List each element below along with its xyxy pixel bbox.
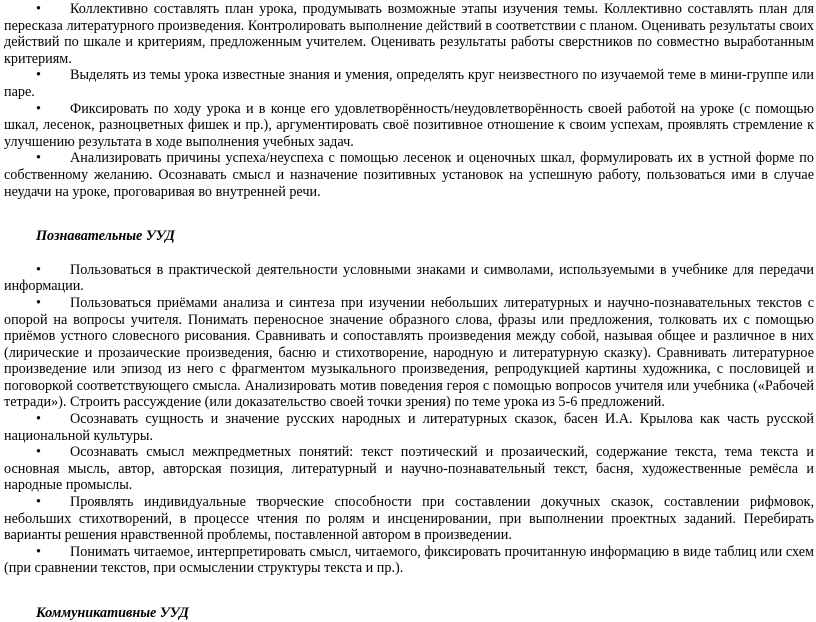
list-item xyxy=(4,494,814,544)
bullet: • xyxy=(36,150,41,167)
bullet: • xyxy=(36,411,41,428)
list-item-text: Фиксировать по ходу урока и в конце его удовлетворённость/неудовлетворённость своей работой на уроке (с помощью шкал, лесенок, разноцветных фишек и пр.), аргументировать своё позитивное отношение к своим успехам, проявлять стремление к улучшению результата в ходе выполнения учебных задач. xyxy=(4,100,814,150)
list-item xyxy=(4,295,814,411)
section-heading-communicative: Коммуникативные УУД xyxy=(36,605,189,621)
list-item-text: Понимать читаемое, интерпретировать смысл, читаемого, фиксировать прочитанную информацию в виде таблиц или схем (при сравнении текстов, при осмыслении структуры текста и пр.). xyxy=(4,543,814,577)
bullet: • xyxy=(36,1,41,17)
list-item xyxy=(4,262,814,295)
bullet: • xyxy=(36,261,41,278)
list-item xyxy=(4,1,814,67)
bullet: • xyxy=(36,67,41,84)
list-item xyxy=(4,544,814,577)
list-item-text: Пользоваться в практической деятельности условными знаками и символами, используемыми в учебнике для передачи информации. xyxy=(4,261,814,295)
list-item-text: Осознавать смысл межпредметных понятий: текст поэтический и прозаический, содержание текста, тема текста и основная мысль, автор, авторская позиция, литературный и научно-познавательный текст, басня, художественные ремёсла и народные промыслы. xyxy=(4,444,814,494)
list-item-text: Анализировать причины успеха/неуспеха с помощью лесенок и оценочных шкал, формулировать их в устной форме по собственному желанию. Осознавать смысл и назначение позитивных установок на успешную работу, пользоваться ими в случае неудачи на уроке, проговаривая во внутренней речи. xyxy=(4,150,814,200)
section-heading-cognitive: Познавательные УУД xyxy=(36,228,175,245)
list-item-text: Осознавать сущность и значение русских народных и литературных сказок, басен И.А. Крылова как часть русской национальной культуры. xyxy=(4,411,814,444)
list-item xyxy=(4,67,814,100)
bullet: • xyxy=(36,100,41,117)
list-item-text: Коллективно составлять план урока, продумывать возможные этапы изучения темы. Коллективно составлять план для пересказа литературного произведения. Контролировать выполнение действий в соответствии с планом. Оценивать результаты своих действий по шкале и критериям, предложенным учителем. Оценивать результаты работы сверстников по совместно выработанным критериям. xyxy=(4,1,814,67)
bullet: • xyxy=(36,294,41,311)
document-page xyxy=(0,1,816,621)
list-item xyxy=(4,150,814,200)
list-item xyxy=(4,444,814,494)
list-item-text: Выделять из темы урока известные знания и умения, определять круг неизвестного по изучаемой теме в мини-группе или паре. xyxy=(4,67,814,100)
list-item-text: Пользоваться приёмами анализа и синтеза при изучении небольших литературных и научно-познавательных текстов с опорой на вопросы учителя. Понимать переносное значение образного слова, фразы или предложения, толковать их с помощью приёмов устного словесного рисования. Сравнивать и сопоставлять произведения между собой, называя общее и различное в них (лирические и прозаические произведения, басню и стихотворение, народную и литературную сказку). Сравнивать литературное произведение или эпизод из него с фрагментом музыкального произведения, репродукцией картины художника, с пословицей и поговоркой соответствующего смысла. Анализировать мотив поведения героя с помощью вопросов учителя или учебника («Рабочей тетради»). Строить рассуждение (или доказательство своей точки зрения) по теме урока из 5-6 предложений. xyxy=(4,294,814,411)
bullet: • xyxy=(36,543,41,560)
list-item-text: Проявлять индивидуальные творческие способности при составлении докучных сказок, составлении рифмовок, небольших стихотворений, в процессе чтения по ролям и инсценировании, при выполнении проектных заданий. Перебирать варианты решения нравственной проблемы, поставленной автором в произведении. xyxy=(4,494,814,544)
bullet: • xyxy=(36,494,41,511)
bullet: • xyxy=(36,444,41,461)
list-item xyxy=(4,411,814,444)
list-item xyxy=(4,101,814,151)
